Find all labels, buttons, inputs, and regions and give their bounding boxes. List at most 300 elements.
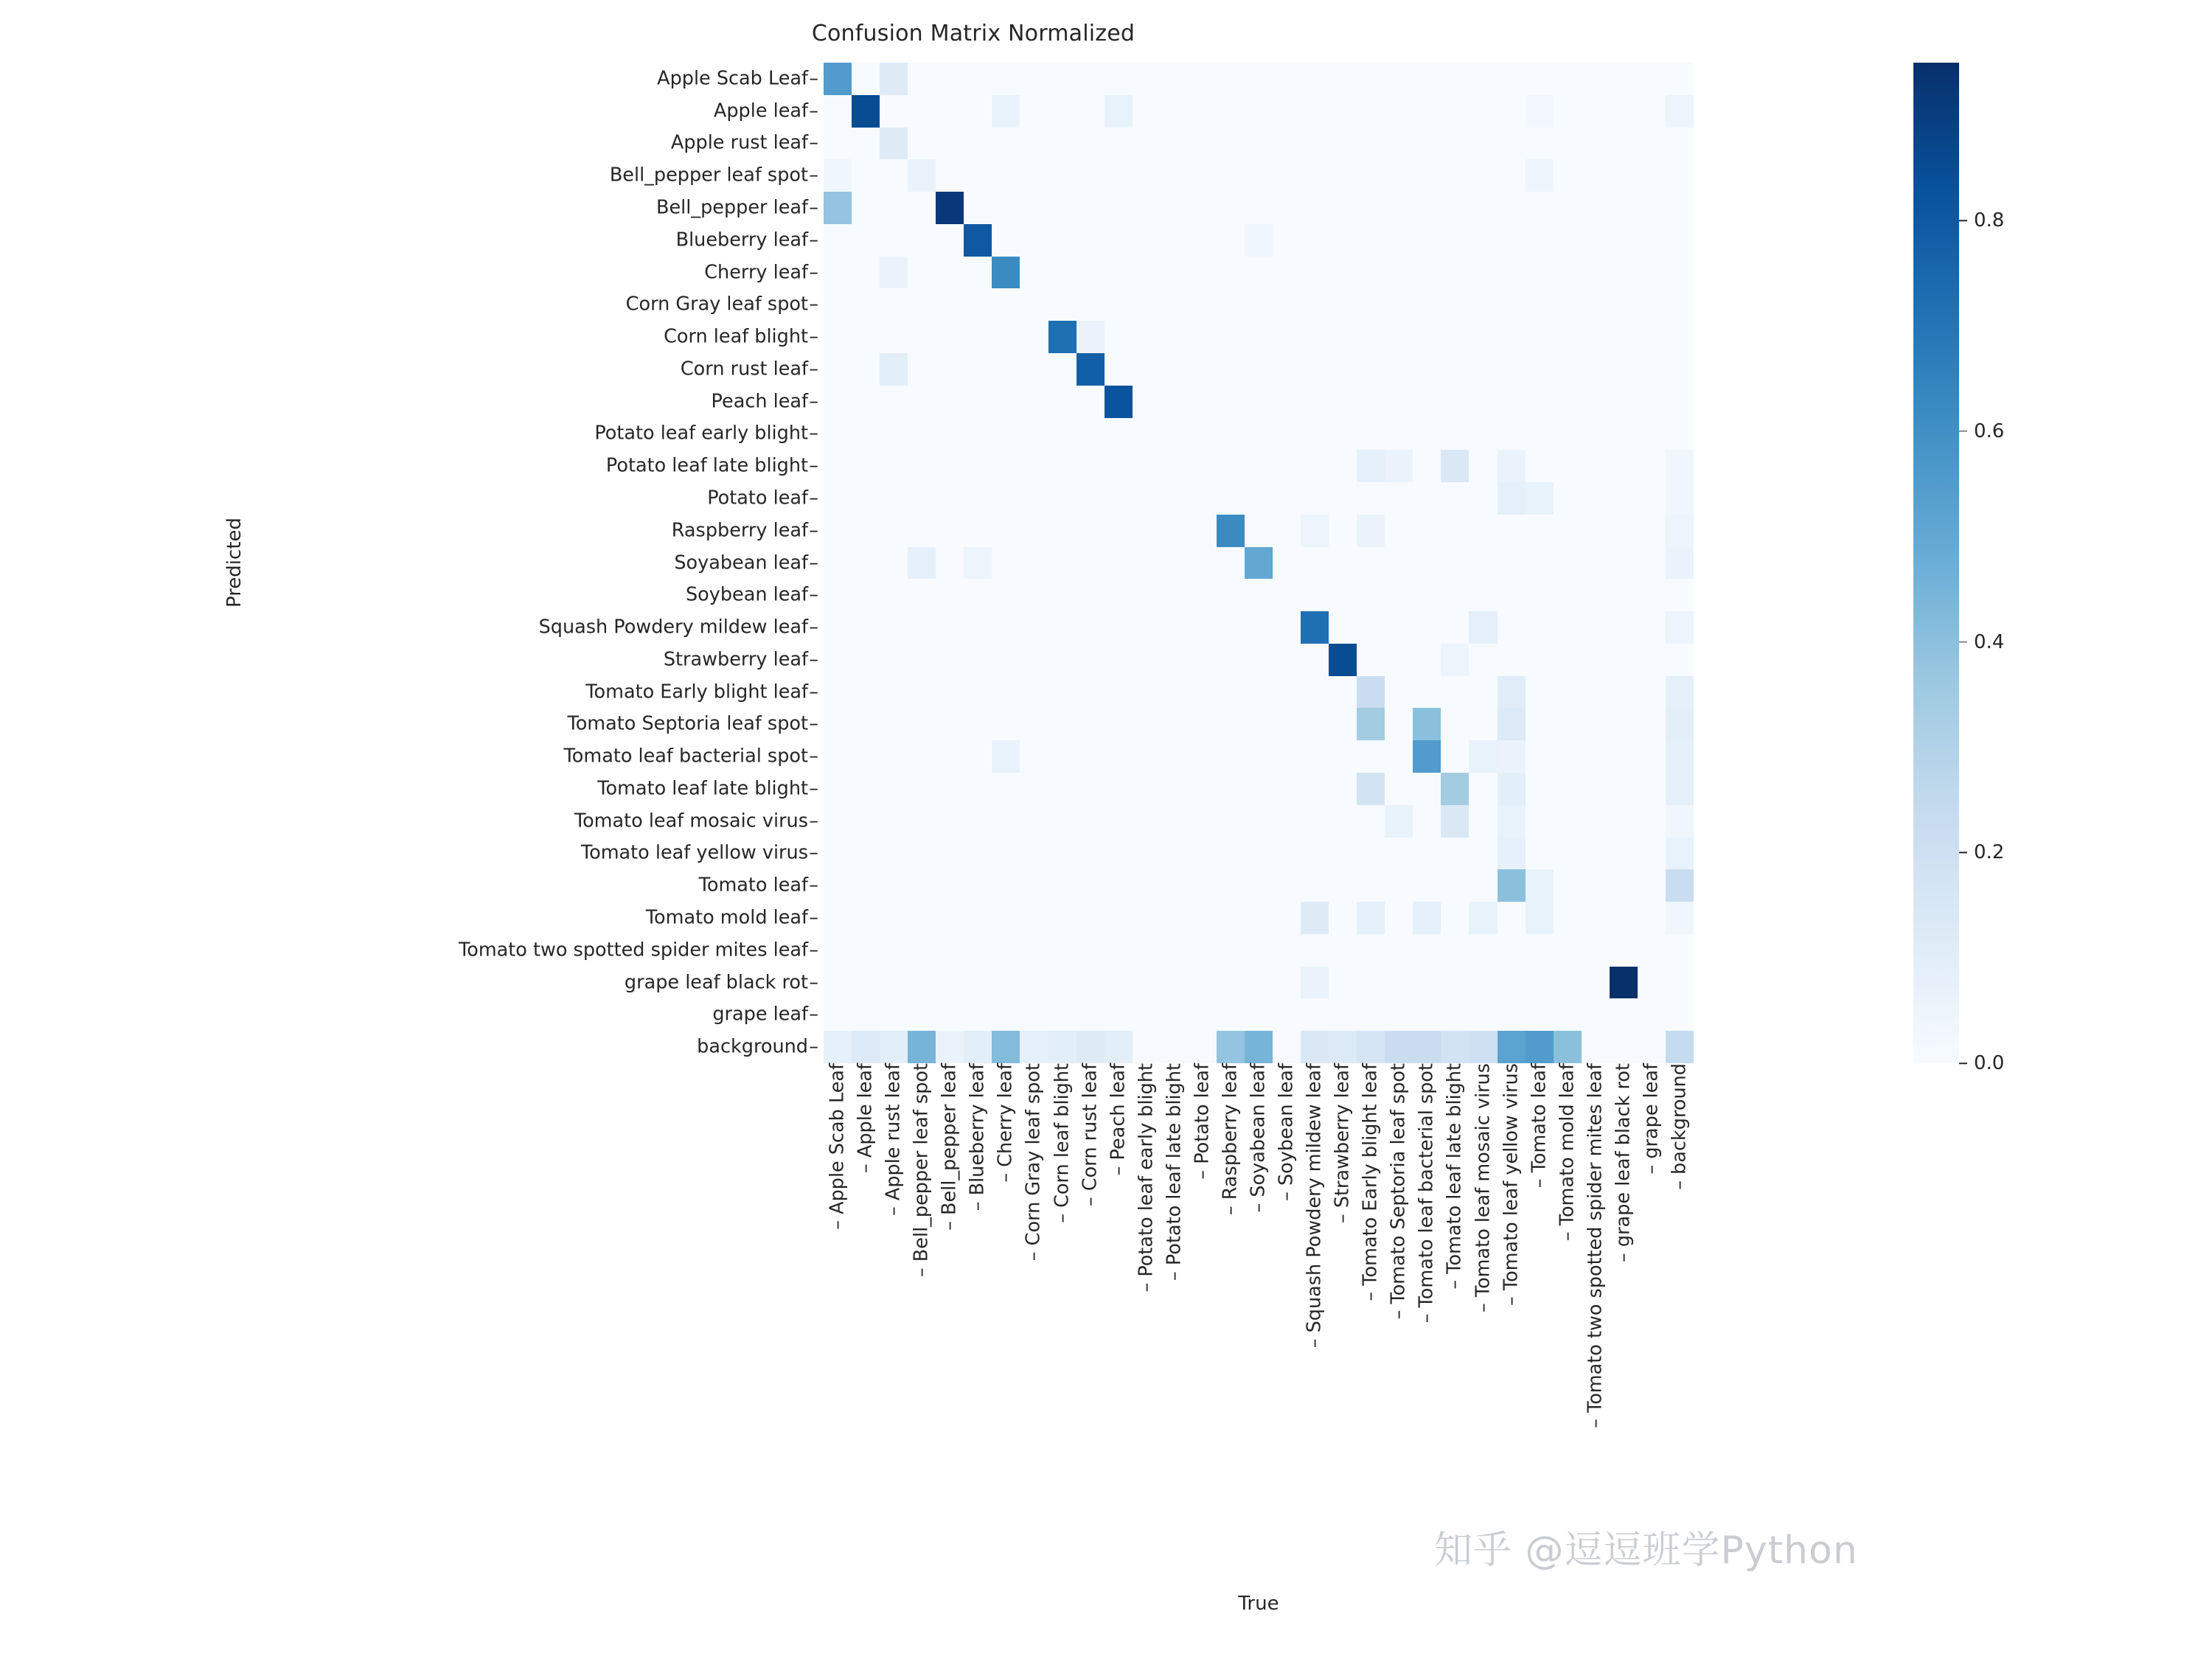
heatmap-cell <box>1554 967 1582 999</box>
heatmap-cell <box>1077 934 1105 967</box>
y-tick-mark: – <box>809 712 818 735</box>
heatmap-cell <box>1498 1031 1526 1063</box>
heatmap-cell <box>1666 95 1694 128</box>
heatmap-cell <box>1105 773 1133 805</box>
heatmap-cell <box>1077 740 1105 773</box>
heatmap-cell <box>1610 902 1638 934</box>
heatmap-cell <box>1638 353 1666 386</box>
heatmap-cell <box>1385 902 1413 934</box>
heatmap-cell <box>1357 547 1385 580</box>
heatmap-cell <box>1666 676 1694 709</box>
heatmap-cell <box>1133 353 1161 386</box>
heatmap-cell <box>1638 902 1666 934</box>
heatmap-cell <box>880 547 908 580</box>
heatmap-cell <box>1469 418 1497 451</box>
heatmap-cell <box>992 321 1020 353</box>
heatmap-cell <box>1329 869 1357 902</box>
heatmap-cell <box>936 773 964 805</box>
heatmap-cell <box>1441 288 1469 321</box>
heatmap-cell <box>908 676 936 709</box>
x-tick-label-text: – Tomato leaf bacterial spot <box>1415 1063 1438 1324</box>
heatmap-cell <box>1441 708 1469 740</box>
heatmap-cell <box>1217 418 1245 451</box>
heatmap-cell <box>1329 805 1357 838</box>
heatmap-cell <box>1554 934 1582 967</box>
heatmap-cell <box>1189 353 1217 386</box>
heatmap-cell <box>852 63 880 95</box>
heatmap-cell <box>936 95 964 128</box>
heatmap-cell <box>908 128 936 160</box>
heatmap-cell <box>1582 934 1610 967</box>
heatmap-cell <box>1413 418 1441 451</box>
heatmap-cell <box>1161 386 1189 418</box>
heatmap-cell <box>1666 740 1694 773</box>
heatmap-cell <box>1357 386 1385 418</box>
heatmap-cell <box>1638 773 1666 805</box>
heatmap-cell <box>1133 288 1161 321</box>
heatmap-cell <box>1582 321 1610 353</box>
heatmap-cell <box>908 1031 936 1063</box>
heatmap-cell <box>824 257 852 289</box>
heatmap-cell <box>1273 63 1301 95</box>
heatmap-cell <box>908 515 936 547</box>
heatmap-cell <box>1020 1031 1048 1063</box>
heatmap-cell <box>1610 579 1638 611</box>
heatmap-cell <box>1554 611 1582 644</box>
heatmap-cell <box>852 708 880 740</box>
heatmap-cell <box>1020 418 1048 451</box>
heatmap-cell <box>1217 159 1245 192</box>
heatmap-cell <box>1077 967 1105 999</box>
heatmap-cell <box>880 998 908 1031</box>
heatmap-cell <box>1273 902 1301 934</box>
heatmap-cell <box>1610 418 1638 451</box>
heatmap-cell <box>880 224 908 257</box>
heatmap-cell <box>1413 224 1441 257</box>
heatmap-cell <box>1554 128 1582 160</box>
heatmap-cell <box>852 740 880 773</box>
x-tick-label-text: – Cherry leaf <box>994 1063 1017 1183</box>
heatmap-cell <box>1161 450 1189 482</box>
heatmap-cell <box>1105 95 1133 128</box>
heatmap-cell <box>1469 321 1497 353</box>
heatmap-cell <box>1273 482 1301 515</box>
heatmap-cell <box>1526 998 1554 1031</box>
heatmap-cell <box>1610 257 1638 289</box>
heatmap-cell <box>1582 95 1610 128</box>
heatmap-cell <box>1357 676 1385 709</box>
heatmap-cell <box>1217 321 1245 353</box>
heatmap-cell <box>1133 95 1161 128</box>
heatmap-cell <box>1413 740 1441 773</box>
y-tick-mark: – <box>809 841 818 864</box>
heatmap-cell <box>964 515 992 547</box>
y-tick-label: Corn leaf blight <box>664 325 808 348</box>
heatmap-cell <box>1526 805 1554 838</box>
heatmap-cell <box>1077 515 1105 547</box>
heatmap-cell <box>1161 547 1189 580</box>
heatmap-cell <box>992 95 1020 128</box>
x-tick-label-text: – Bell_pepper leaf <box>938 1063 961 1231</box>
heatmap-cell <box>1610 159 1638 192</box>
heatmap-cell <box>908 450 936 482</box>
heatmap-cell <box>880 353 908 386</box>
heatmap-cell <box>1245 224 1273 257</box>
heatmap-cell <box>824 902 852 934</box>
heatmap-cell <box>1077 159 1105 192</box>
heatmap-cell <box>1357 482 1385 515</box>
heatmap-cell <box>1498 773 1526 805</box>
heatmap-cell <box>964 934 992 967</box>
heatmap-cell <box>908 288 936 321</box>
heatmap-cell <box>1357 708 1385 740</box>
heatmap-cell <box>880 450 908 482</box>
heatmap-cell <box>1189 998 1217 1031</box>
heatmap-cell <box>1666 450 1694 482</box>
heatmap-cell <box>1048 579 1077 611</box>
heatmap-cell <box>1245 257 1273 289</box>
heatmap-cell <box>1554 708 1582 740</box>
heatmap-cell <box>1498 288 1526 321</box>
heatmap-cell <box>1301 450 1329 482</box>
heatmap-cell <box>992 63 1020 95</box>
heatmap-cell <box>1638 224 1666 257</box>
heatmap-cell <box>1161 579 1189 611</box>
heatmap-cell <box>992 967 1020 999</box>
colorbar-gradient <box>1913 63 1959 1063</box>
heatmap-cell <box>1526 740 1554 773</box>
heatmap-cell <box>1610 224 1638 257</box>
heatmap-cell <box>1666 353 1694 386</box>
heatmap-cell <box>1020 450 1048 482</box>
heatmap-cell <box>1357 515 1385 547</box>
heatmap-cell <box>1161 482 1189 515</box>
heatmap-cell <box>1273 353 1301 386</box>
heatmap-cell <box>1189 159 1217 192</box>
heatmap-cell <box>1273 386 1301 418</box>
heatmap-cell <box>936 288 964 321</box>
y-tick-mark: – <box>809 487 818 509</box>
heatmap-cell <box>1666 708 1694 740</box>
heatmap-cell <box>1048 967 1077 999</box>
heatmap-cell <box>936 386 964 418</box>
heatmap-cell <box>852 224 880 257</box>
heatmap-cell <box>852 676 880 709</box>
heatmap-cell <box>964 611 992 644</box>
heatmap-cell <box>1329 159 1357 192</box>
heatmap-cell <box>824 353 852 386</box>
heatmap-cell <box>908 321 936 353</box>
heatmap-cell <box>1217 95 1245 128</box>
heatmap-cell <box>1357 257 1385 289</box>
heatmap-cell <box>936 515 964 547</box>
heatmap-cell <box>1301 838 1329 870</box>
heatmap-cell <box>1133 128 1161 160</box>
heatmap-cell <box>1469 579 1497 611</box>
heatmap-cell <box>1048 159 1077 192</box>
heatmap-cell <box>1610 353 1638 386</box>
heatmap-cell <box>964 159 992 192</box>
heatmap-cell <box>1329 386 1357 418</box>
y-tick-mark: – <box>809 325 818 348</box>
heatmap-cell <box>852 611 880 644</box>
heatmap-cell <box>1020 676 1048 709</box>
heatmap-cell <box>1133 676 1161 709</box>
y-tick-mark: – <box>809 616 818 639</box>
heatmap-cell <box>1413 644 1441 676</box>
heatmap-cell <box>880 967 908 999</box>
heatmap-cell <box>824 934 852 967</box>
heatmap-cell <box>1498 95 1526 128</box>
colorbar-tick-mark <box>1959 641 1967 643</box>
heatmap-cell <box>1469 967 1497 999</box>
heatmap-cell <box>1048 353 1077 386</box>
heatmap-cell <box>1357 644 1385 676</box>
heatmap-cell <box>824 579 852 611</box>
heatmap-cell <box>824 838 852 870</box>
heatmap-cell <box>1161 902 1189 934</box>
heatmap-cell <box>1301 579 1329 611</box>
heatmap-cell <box>1245 63 1273 95</box>
heatmap-cell <box>1048 288 1077 321</box>
y-tick-mark: – <box>809 422 818 445</box>
heatmap-cell <box>1638 708 1666 740</box>
heatmap-cell <box>992 192 1020 224</box>
heatmap-cell <box>1217 902 1245 934</box>
heatmap-cell <box>1161 63 1189 95</box>
y-tick-mark: – <box>809 164 818 187</box>
heatmap-cell <box>1161 321 1189 353</box>
heatmap-cell <box>1133 450 1161 482</box>
heatmap-cell <box>1105 967 1133 999</box>
heatmap-cell <box>1189 611 1217 644</box>
heatmap-cell <box>1077 450 1105 482</box>
heatmap-cell <box>1189 740 1217 773</box>
heatmap-cell <box>1077 482 1105 515</box>
heatmap-cell <box>1301 934 1329 967</box>
heatmap-cell <box>992 740 1020 773</box>
heatmap-cell <box>824 967 852 999</box>
heatmap-cell <box>1610 998 1638 1031</box>
heatmap-cell <box>992 386 1020 418</box>
heatmap-cell <box>880 257 908 289</box>
heatmap-cell <box>1469 1031 1497 1063</box>
heatmap-cell <box>1610 611 1638 644</box>
x-tick-label-text: – Tomato two spotted spider mites leaf <box>1584 1063 1607 1428</box>
heatmap-cell <box>1469 998 1497 1031</box>
heatmap-cell <box>992 869 1020 902</box>
heatmap-cell <box>1357 321 1385 353</box>
y-tick-label: Tomato Early blight leaf <box>585 680 808 703</box>
heatmap-cell <box>1189 773 1217 805</box>
y-tick-label: Tomato two spotted spider mites leaf <box>458 939 808 961</box>
heatmap-cell <box>1638 288 1666 321</box>
heatmap-cell <box>1329 1031 1357 1063</box>
heatmap-cell <box>1273 708 1301 740</box>
heatmap-cell <box>1048 386 1077 418</box>
heatmap-cell <box>1441 773 1469 805</box>
heatmap-cell <box>1666 482 1694 515</box>
heatmap-cell <box>964 967 992 999</box>
heatmap-cell <box>1077 95 1105 128</box>
heatmap-cell <box>1526 192 1554 224</box>
heatmap-cell <box>1413 515 1441 547</box>
heatmap-cell <box>936 998 964 1031</box>
heatmap-cell <box>1357 579 1385 611</box>
heatmap-cell <box>1161 869 1189 902</box>
heatmap-cell <box>1469 547 1497 580</box>
heatmap-cell <box>1161 708 1189 740</box>
heatmap-cell <box>1526 515 1554 547</box>
heatmap-cell <box>1469 128 1497 160</box>
heatmap-cell <box>1161 998 1189 1031</box>
heatmap-cell <box>1357 418 1385 451</box>
heatmap-cell <box>1554 482 1582 515</box>
heatmap-cell <box>1582 708 1610 740</box>
heatmap-cell <box>1413 450 1441 482</box>
heatmap-cell <box>1077 321 1105 353</box>
heatmap-cell <box>852 257 880 289</box>
heatmap-cell <box>1077 353 1105 386</box>
heatmap-cell <box>992 418 1020 451</box>
heatmap-cell <box>1554 386 1582 418</box>
heatmap-cell <box>1133 224 1161 257</box>
heatmap-cell <box>1441 63 1469 95</box>
heatmap-cell <box>1638 63 1666 95</box>
heatmap-cell <box>1469 257 1497 289</box>
heatmap-cell <box>1273 644 1301 676</box>
x-tick-label-text: – Apple Scab Leaf <box>826 1063 849 1230</box>
heatmap-cell <box>1526 159 1554 192</box>
heatmap-cell <box>1357 838 1385 870</box>
colorbar-tick-text: 0.0 <box>1974 1052 2005 1074</box>
heatmap-cell <box>1133 773 1161 805</box>
heatmap-cell <box>1161 95 1189 128</box>
heatmap-cell <box>1273 450 1301 482</box>
heatmap-cell <box>1610 1031 1638 1063</box>
heatmap-cell <box>1666 159 1694 192</box>
heatmap-cell <box>1441 192 1469 224</box>
heatmap-cell <box>1329 95 1357 128</box>
colorbar-tick-mark <box>1959 852 1967 854</box>
heatmap-cell <box>964 902 992 934</box>
heatmap-cell <box>1469 386 1497 418</box>
heatmap-cell <box>1413 676 1441 709</box>
heatmap-cell <box>1441 902 1469 934</box>
heatmap-cell <box>1582 902 1610 934</box>
heatmap-cell <box>1189 708 1217 740</box>
heatmap-cell <box>1048 515 1077 547</box>
colorbar-tick-mark <box>1959 1062 1967 1064</box>
y-tick-mark: – <box>809 809 818 832</box>
heatmap-cell <box>1526 773 1554 805</box>
heatmap-cell <box>1217 579 1245 611</box>
colorbar-tick-mark <box>1959 220 1967 222</box>
heatmap-cell <box>1245 450 1273 482</box>
heatmap-cell <box>1638 934 1666 967</box>
heatmap-cell <box>1329 353 1357 386</box>
heatmap-cell <box>1301 128 1329 160</box>
heatmap-cell <box>1582 1031 1610 1063</box>
heatmap-cell <box>1301 192 1329 224</box>
heatmap-cell <box>1245 902 1273 934</box>
heatmap-cell <box>1638 386 1666 418</box>
heatmap-cell <box>1469 644 1497 676</box>
heatmap-cell <box>852 386 880 418</box>
heatmap-cell <box>824 386 852 418</box>
heatmap-cell <box>1498 998 1526 1031</box>
heatmap-cell <box>1161 934 1189 967</box>
heatmap-cell <box>908 967 936 999</box>
heatmap-cell <box>1413 611 1441 644</box>
y-tick-label: Peach leaf <box>711 389 808 412</box>
heatmap-cell <box>1385 740 1413 773</box>
heatmap-cell <box>1413 257 1441 289</box>
heatmap-cell <box>908 63 936 95</box>
heatmap-cell <box>1469 676 1497 709</box>
heatmap-cell <box>1582 288 1610 321</box>
heatmap-cell <box>1329 644 1357 676</box>
heatmap-cell <box>1301 257 1329 289</box>
heatmap-cell <box>1161 257 1189 289</box>
heatmap-cell <box>1048 321 1077 353</box>
heatmap-cell <box>1189 192 1217 224</box>
heatmap-cell <box>1385 450 1413 482</box>
heatmap-cell <box>852 288 880 321</box>
x-tick-label-text: – Soybean leaf <box>1275 1063 1298 1201</box>
heatmap-cell <box>1105 450 1133 482</box>
heatmap-cell <box>1526 902 1554 934</box>
heatmap-cell <box>1133 386 1161 418</box>
heatmap-cell <box>1357 740 1385 773</box>
heatmap-cell <box>852 998 880 1031</box>
y-tick-label: Corn rust leaf <box>680 358 808 380</box>
y-tick-mark: – <box>809 293 818 316</box>
heatmap-cell <box>1301 708 1329 740</box>
heatmap-cell <box>1666 192 1694 224</box>
heatmap-cell <box>1048 773 1077 805</box>
heatmap-cell <box>964 128 992 160</box>
watermark: 知乎 @逗逗班学Python <box>1434 1528 1858 1573</box>
colorbar-tick-labels <box>1959 63 2092 1074</box>
heatmap-cell <box>1554 288 1582 321</box>
heatmap-cell <box>1133 192 1161 224</box>
heatmap-cell <box>1610 934 1638 967</box>
heatmap-cell <box>1441 418 1469 451</box>
y-tick-mark: – <box>809 648 818 671</box>
heatmap-cell <box>1161 288 1189 321</box>
heatmap-cell <box>964 708 992 740</box>
heatmap-cell <box>1020 805 1048 838</box>
heatmap-cell <box>1301 482 1329 515</box>
heatmap-cell <box>1582 386 1610 418</box>
y-tick-label: Tomato leaf bacterial spot <box>563 745 808 768</box>
heatmap-cell <box>1526 288 1554 321</box>
heatmap-cell <box>880 644 908 676</box>
heatmap-grid <box>824 63 1694 1063</box>
heatmap-cell <box>1189 386 1217 418</box>
heatmap-cell <box>1020 321 1048 353</box>
heatmap-cell <box>936 869 964 902</box>
heatmap-cell <box>908 838 936 870</box>
heatmap-cell <box>1610 450 1638 482</box>
heatmap-cell <box>1357 967 1385 999</box>
heatmap-cell <box>1273 773 1301 805</box>
heatmap-cell <box>1385 257 1413 289</box>
heatmap-cell <box>1217 515 1245 547</box>
heatmap-cell <box>1133 418 1161 451</box>
heatmap-cell <box>1554 1031 1582 1063</box>
